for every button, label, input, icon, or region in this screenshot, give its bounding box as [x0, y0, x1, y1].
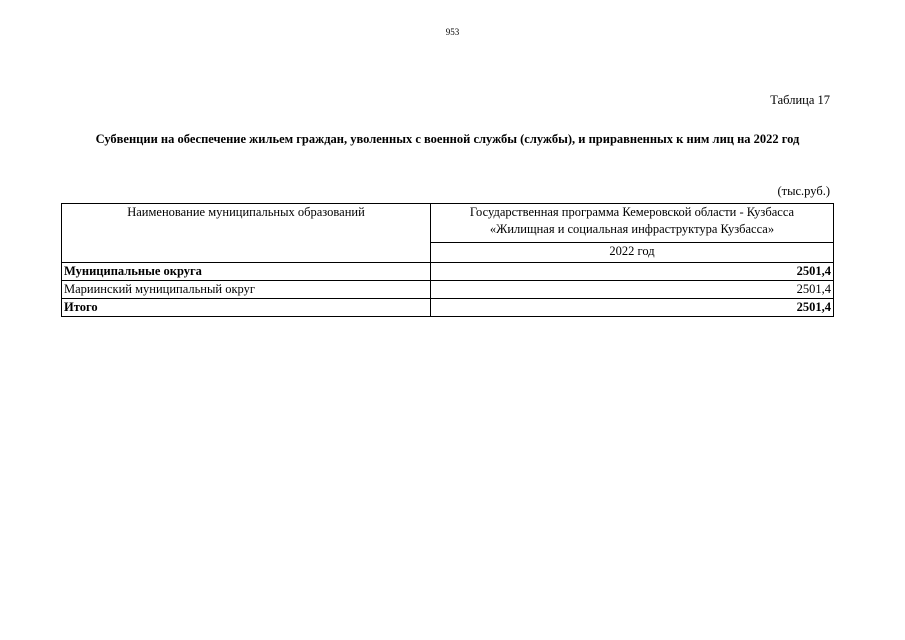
- table-row: [62, 263, 834, 281]
- row-name: Мариинский муниципальный округ: [62, 281, 431, 299]
- header-year: 2022 год: [431, 242, 834, 262]
- subsidy-table: [61, 203, 834, 317]
- table-label: Таблица 17: [770, 93, 830, 107]
- row-value: 2501,4: [431, 281, 834, 299]
- units-label: (тыс.руб.): [777, 184, 830, 198]
- header-municipality: Наименование муниципальных образований: [62, 204, 431, 263]
- row-name: Муниципальные округа: [62, 263, 431, 281]
- row-name: Итого: [62, 299, 431, 317]
- header-program: [431, 204, 834, 243]
- table-header-row: [62, 204, 834, 243]
- table-row: [62, 281, 834, 299]
- header-program-line1: Государственная программа Кемеровской области - Кузбасса: [469, 205, 795, 219]
- table-row-total: [62, 299, 834, 317]
- document-title: Субвенции на обеспечение жильем граждан, уволенных с военной службы (службы), и приравненных к ним лиц на 2022 год: [95, 132, 800, 146]
- header-program-line2: «Жилищная и социальная инфраструктура Кузбасса»: [489, 222, 775, 236]
- page-number: 953: [445, 27, 460, 37]
- row-value: 2501,4: [431, 263, 834, 281]
- row-value: 2501,4: [431, 299, 834, 317]
